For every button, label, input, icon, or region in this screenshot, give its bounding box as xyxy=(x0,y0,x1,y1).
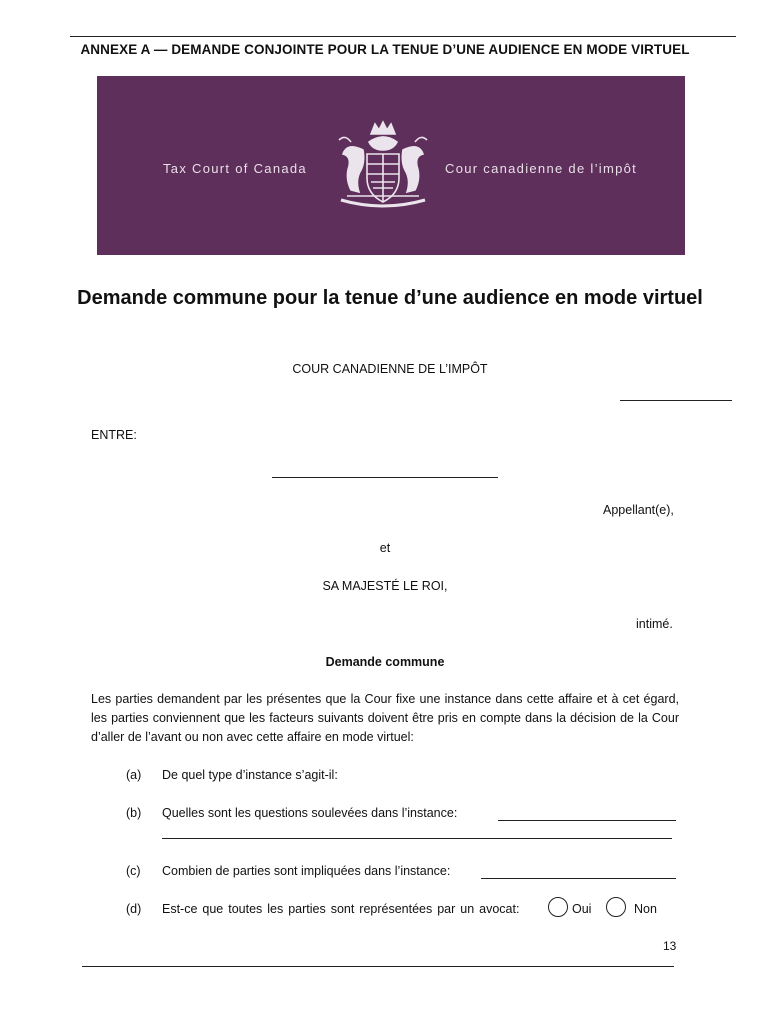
court-name: COUR CANADIENNE DE L’IMPÔT xyxy=(292,362,488,376)
file-number-field[interactable] xyxy=(620,400,732,401)
item-b-label: (b) xyxy=(126,806,142,820)
section-heading: Demande commune xyxy=(325,655,445,669)
radio-no-label: Non xyxy=(634,902,657,916)
court-banner xyxy=(97,76,685,255)
top-rule xyxy=(70,36,736,37)
item-d-label: (d) xyxy=(126,902,142,916)
court-name-fr: Cour canadienne de l’impôt xyxy=(445,161,638,176)
and-label: et xyxy=(379,541,391,555)
item-c-field[interactable] xyxy=(481,878,676,879)
page-number: 13 xyxy=(663,939,677,953)
respondent-name: SA MAJESTÉ LE ROI, xyxy=(322,579,448,593)
appellant-name-field[interactable] xyxy=(272,477,498,478)
radio-yes[interactable] xyxy=(548,897,568,917)
coat-of-arms-icon xyxy=(329,120,437,212)
intro-paragraph: Les parties demandent par les présentes que la Cour fixe une instance dans cette affaire et à cet égard, les parties conviennent que les facteurs suivants doivent être pris en compte dans la décision de la Cour d’aller de l’avant ou non avec cette affaire en mode virtuel: xyxy=(91,692,679,744)
item-b-text: Quelles sont les questions soulevées dans l’instance: xyxy=(162,806,458,820)
respondent-label: intimé. xyxy=(636,617,673,631)
item-d-text: Est-ce que toutes les parties sont représentées par un avocat: xyxy=(162,902,520,916)
item-c-text: Combien de parties sont impliquées dans l’instance: xyxy=(162,864,451,878)
document-title: Demande commune pour la tenue d’une audience en mode virtuel xyxy=(77,287,703,309)
court-name-en: Tax Court of Canada xyxy=(163,161,307,176)
item-a-text: De quel type d’instance s’agit-il: xyxy=(162,768,338,782)
appellant-label: Appellant(e), xyxy=(603,503,674,517)
item-b-field-line-2[interactable] xyxy=(162,838,672,839)
item-a-label: (a) xyxy=(126,768,142,782)
radio-yes-label: Oui xyxy=(572,902,592,916)
bottom-rule xyxy=(82,966,674,967)
radio-no[interactable] xyxy=(606,897,626,917)
between-label: ENTRE: xyxy=(91,428,137,442)
annex-title: ANNEXE A — DEMANDE CONJOINTE POUR LA TENUE D’UNE AUDIENCE EN MODE VIRTUEL xyxy=(80,42,690,57)
item-c-label: (c) xyxy=(126,864,141,878)
item-b-field-line-1[interactable] xyxy=(498,820,676,821)
